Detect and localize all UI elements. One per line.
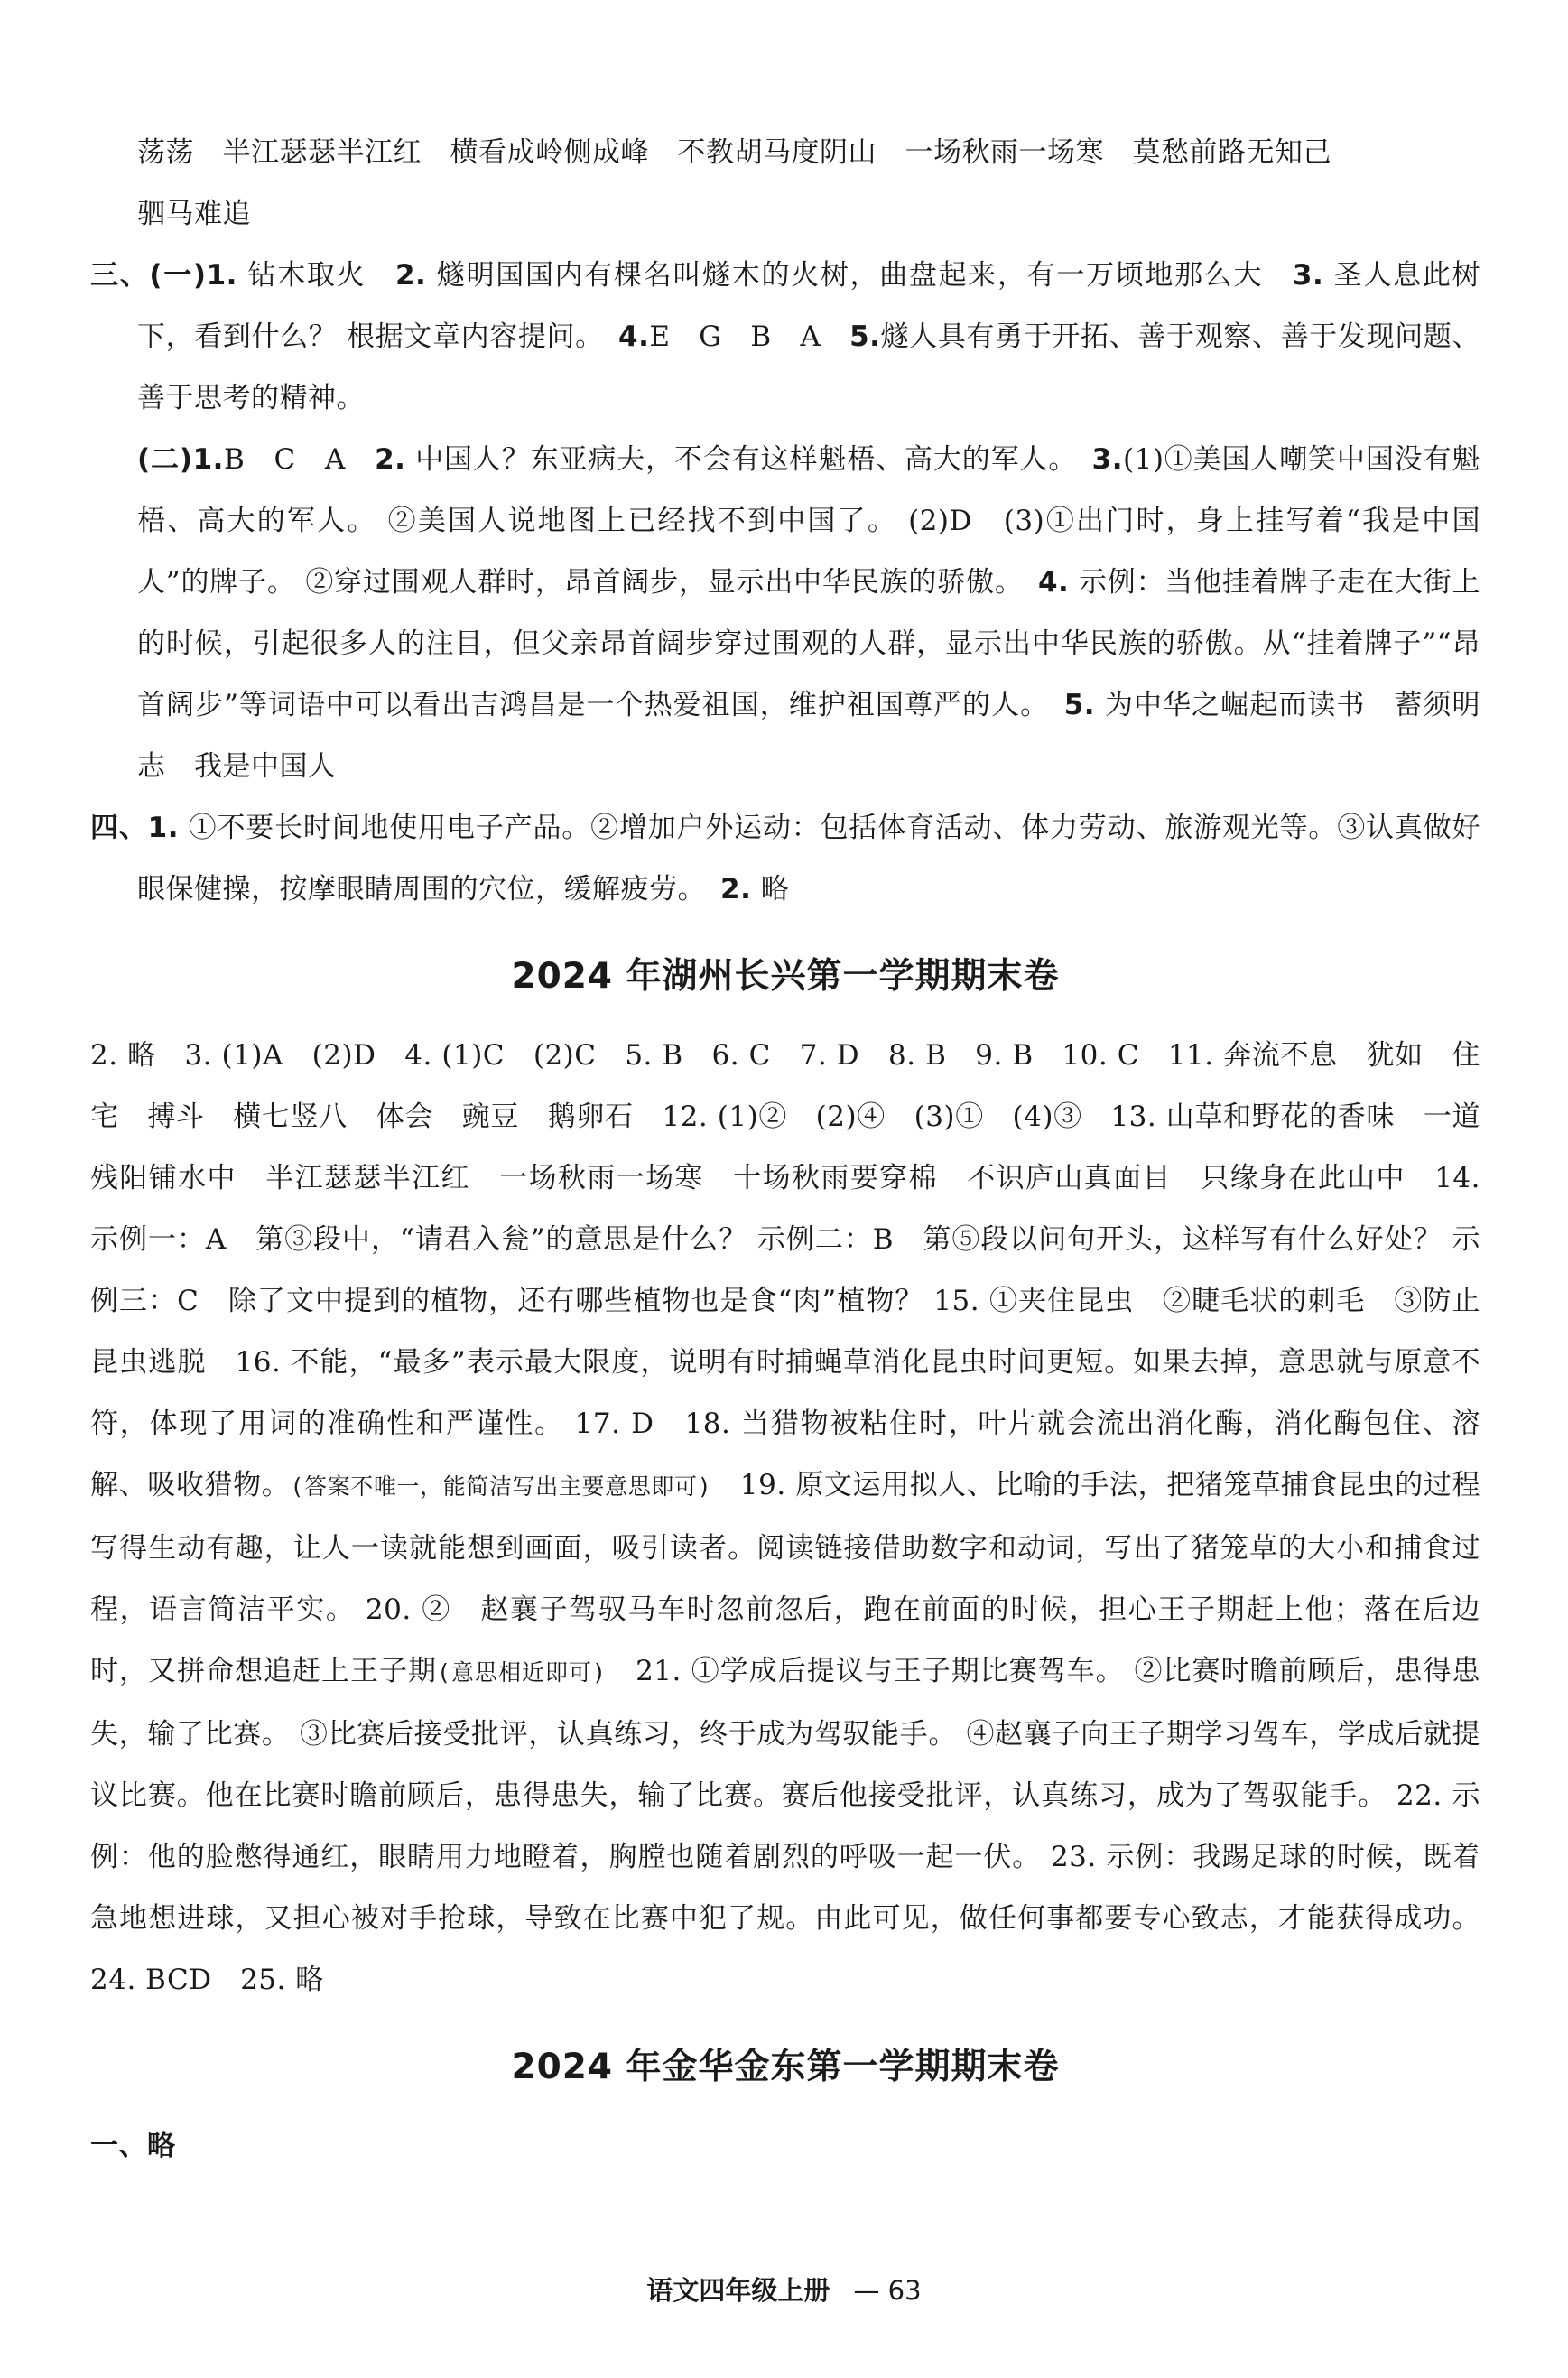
poem-answers-line [90,122,1480,183]
poem-answers-continuation [90,183,1480,245]
page-number: — 63 [853,2275,922,2306]
exam-1-answers [90,1025,1480,2011]
section-3-part-1 [90,245,1480,429]
section-3-part-2 [90,429,1480,797]
exam-title-jinhua: 2024 年金华金东第一学期期末卷 [511,2047,1060,2087]
question-number: 2. [720,873,752,906]
exam-2-answers [90,2115,1480,2177]
answer-text: B C A [223,443,346,476]
exam-title-huzhou: 2024 年湖州长兴第一学期期末卷 [511,956,1060,997]
exam-2-section-1: 一、略 [90,2130,176,2162]
exam-1-answers-a: 2. 略 3. (1)A (2)D 4. (1)C (2)C 5. B 6. C 7. D 8. B 9. B 10. C 11. 奔流不息 犹如 住宅 搏斗 横七竖八 体会 豌豆 鹅卵石 12. (1)② (2)④ (3)① (4)③ 13. 山草和野花的香味 一道残阳铺水中 半江瑟瑟半江红 一场秋雨一场寒 十场秋雨要穿棉 不识庐山真面目 只缘身在此山中 14. 示例一：A 第③段中，“请君入瓮”的意思是什么？ 示例二：B 第⑤段以问句开头，这样写有什么好处？ 示例三：C 除了文中提到的植物，还有哪些植物也是食“肉”植物？ 15. ①夹住昆虫 ②睫毛状的刺毛 ③防止昆虫逃脱 16. 不能，“最多”表示最大限度，说明有时捕蝇草消化昆虫时间更短。如果去掉，意思就与原意不符，体现了用词的准确性和严谨性。 17. D 18. 当猎物被粘住时，叶片就会流出消化酶，消化酶包住、溶解、吸收猎物。 [90,1039,1480,1501]
question-number: 2. [394,259,427,292]
question-number: 4. [1037,566,1070,599]
answer-text: E G B A [649,320,821,353]
answer-note: (答案不唯一，能简洁写出主要意思即可) [290,1473,712,1500]
section-4 [90,797,1480,920]
answer-text: 中国人？东亚病夫，不会有这样魁梧、高大的军人。 [415,443,1063,476]
answer-text: 为中华之崛起而读书 蓄须明志 我是中国人 [137,689,1480,783]
answer-note: (意思相近即可) [436,1659,607,1686]
exam-1-answers-b: 19. 原文运用拟人、比喻的手法，把猪笼草捕食昆虫的过程写得生动有趣，让人一读就能想到画面，吸引读者。阅读链接借助数字和动词，写出了猪笼草的大小和捕食过程，语言简洁平实。 20. ② 赵襄子驾驭马车时忽前忽后，跑在前面的时候，担心王子期赶上他；落在后边时，又拼命想追赶上王子期 [90,1469,1481,1687]
poem-answers-text: 荡荡 半江瑟瑟半江红 横看成岭侧成峰 不教胡马度阴山 一场秋雨一场寒 莫愁前路无知己 [137,136,1331,169]
answer-text: (1)①美国人嘲笑中国没有魁梧、高大的军人。 ②美国人说地图上已经找不到中国了。 (2)D (3)①出门时，身上挂写着“我是中国人”的牌子。 ②穿过围观人群时，昂首阔步，显示出中华民族的骄傲。 [137,443,1481,599]
poem-answers-text-2: 驷马难追 [137,198,251,230]
answer-text: 略 [760,873,790,906]
question-number: 3. [1091,443,1123,476]
page-footer [0,2271,1568,2308]
question-number: 2. [375,443,406,476]
footer-subject: 语文四年级上册 [646,2275,830,2306]
question-number: 3. [1292,259,1324,292]
part-2-label: (二) [137,443,193,476]
section-4-label: 四、 [90,812,148,844]
answer-text: 燧明国国内有棵名叫燧木的火树，曲盘起来，有一万顷地那么大 [436,259,1264,292]
answer-text: 燧人具有勇于开拓、善于观察、善于发现问题、善于思考的精神。 [137,320,1481,414]
question-number: 1. [192,443,224,476]
question-number: 1. [147,812,179,844]
section-3-label: 三、 [90,259,150,292]
exam-1-answers-c: 21. ①学成后提议与王子期比赛驾车。 ②比赛时瞻前顾后，患得患失，输了比赛。 ③比赛后接受批评，认真练习，终于成为驾驭能手。 ④赵襄子向王子期学习驾车，学成后就提议比赛。他在比赛时瞻前顾后，患得患失，输了比赛。赛后他接受批评，认真练习，成为了驾驭能手。 22. 示例：他的脸憋得通红，眼睛用力地瞪着，胸膛也随着剧烈的呼吸一起一伏。 23. 示例：我踢足球的时候，既着急地想进球，又担心被对手抢球，导致在比赛中犯了规。由此可见，做任何事都要专心致志，才能获得成功。 24. BCD 25. 略 [90,1655,1480,1996]
page-content [90,122,1480,2177]
question-number: 4. [618,320,650,353]
answer-text: ①不要长时间地使用电子产品。②增加户外运动：包括体育活动、体力劳动、旅游观光等。③认真做好眼保健操，按摩眼睛周围的穴位，缓解疲劳。 [137,812,1481,906]
question-number: 5. [1063,689,1096,721]
answer-text: 圣人息此树下，看到什么？ 根据文章内容提问。 [137,259,1481,353]
question-number: 5. [849,320,881,353]
answer-text: 钻木取火 [247,259,366,292]
answer-text: 示例：当他挂着牌子走在大街上的时候，引起很多人的注目，但父亲昂首阔步穿过围观的人群，显示出中华民族的骄傲。从“挂着牌子”“昂首阔步”等词语中可以看出吉鸿昌是一个热爱祖国，维护祖国尊严的人。 [137,566,1480,721]
question-number: 1. [206,259,237,292]
part-1-label: (一) [149,259,207,292]
